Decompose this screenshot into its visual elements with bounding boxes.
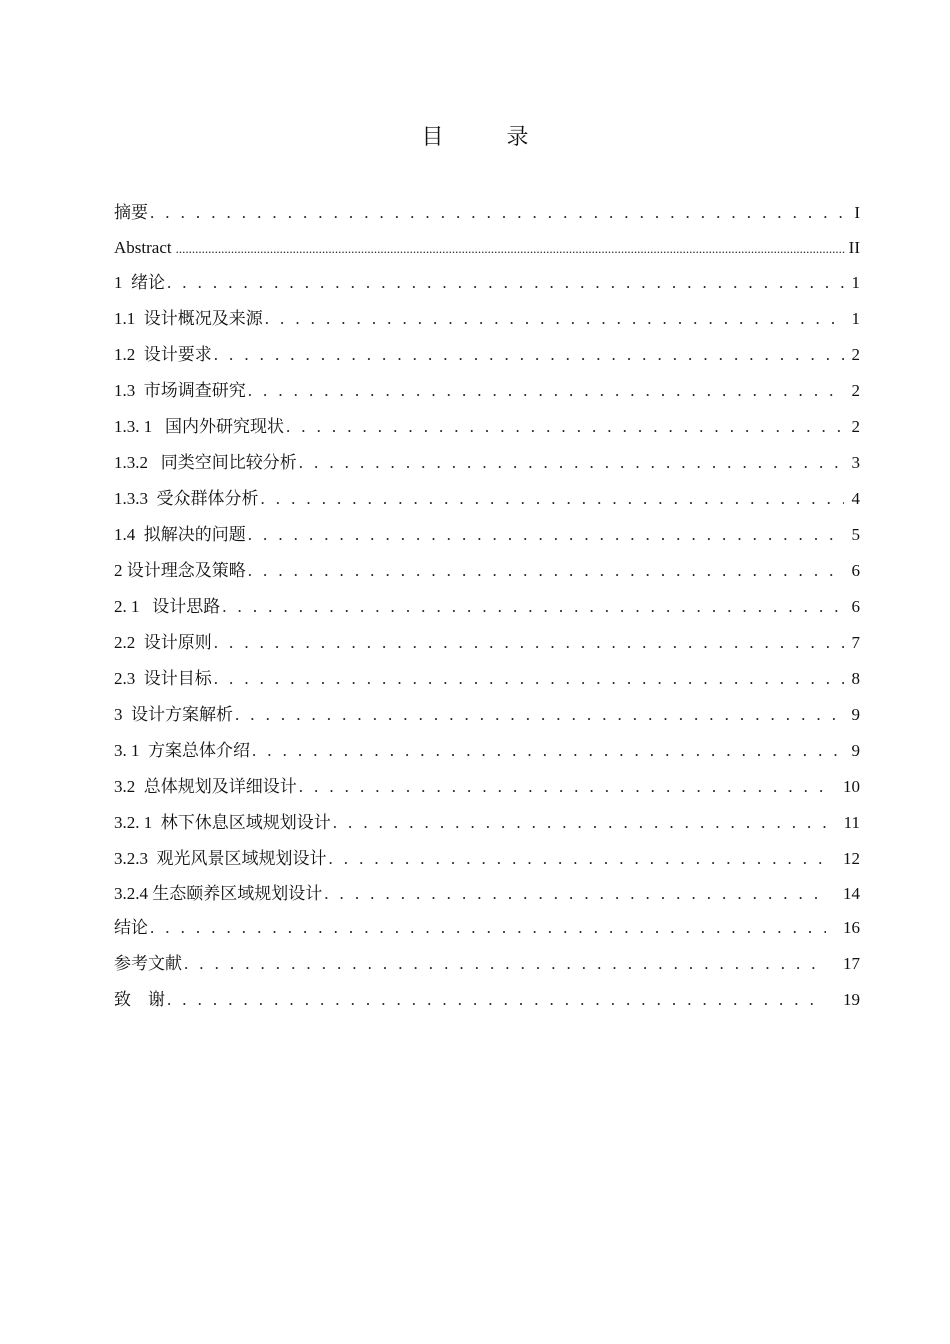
toc-entry-label: 1.4 拟解决的问题 xyxy=(114,525,246,544)
toc-entry[interactable] xyxy=(114,409,860,445)
toc-entry-page: 2 xyxy=(851,417,860,436)
toc-entry[interactable] xyxy=(114,481,860,517)
toc-entry-label: 3.2.3 观光风景区域规划设计 xyxy=(114,849,327,868)
toc-entry-label: 1.3.2 同类空间比较分析 xyxy=(114,453,297,472)
table-of-contents xyxy=(114,195,860,1018)
toc-entry-page: 4 xyxy=(851,489,860,508)
toc-entry-page: 2 xyxy=(851,381,860,400)
toc-entry[interactable] xyxy=(114,877,860,910)
toc-entry-label: 1.3 市场调查研究 xyxy=(114,381,246,400)
toc-entry[interactable] xyxy=(114,517,860,553)
toc-entry[interactable] xyxy=(114,625,860,661)
toc-entry-page: 1 xyxy=(851,273,860,292)
toc-dot-leader xyxy=(214,661,844,697)
toc-entry-page: 17 xyxy=(843,954,860,973)
toc-entry-page: 7 xyxy=(851,633,860,652)
toc-dot-leader xyxy=(214,337,844,373)
toc-dot-leader xyxy=(261,481,845,517)
toc-dot-leader xyxy=(299,769,826,805)
toc-entry-label: 摘要 xyxy=(114,203,148,222)
toc-entry[interactable] xyxy=(114,910,860,946)
toc-entry-label: 2. 1 设计思路 xyxy=(114,597,221,616)
toc-entry-label: 3. 1 方案总体介绍 xyxy=(114,741,250,760)
toc-entry-label: 致 谢 xyxy=(114,990,165,1009)
toc-entry-label: Abstract xyxy=(114,238,172,257)
toc-entry-page: 19 xyxy=(843,990,860,1009)
toc-entry-label: 1.1 设计概况及来源 xyxy=(114,309,263,328)
toc-entry-page: 6 xyxy=(851,597,860,616)
toc-entry-page: 1 xyxy=(851,309,860,328)
toc-entry[interactable] xyxy=(114,445,860,481)
toc-entry[interactable] xyxy=(114,697,860,733)
toc-entry[interactable] xyxy=(114,805,860,841)
toc-entry-label: 3.2. 1 林下休息区域规划设计 xyxy=(114,813,331,832)
toc-dot-leader xyxy=(167,265,844,301)
toc-entry-page: 3 xyxy=(851,453,860,472)
toc-entry[interactable] xyxy=(114,301,860,337)
toc-entry-page: 16 xyxy=(843,918,860,937)
toc-entry-label: 2.3 设计目标 xyxy=(114,669,212,688)
toc-entry-label: 3 设计方案解析 xyxy=(114,705,233,724)
toc-dot-leader xyxy=(150,195,844,231)
toc-entry[interactable] xyxy=(114,265,860,301)
toc-entry[interactable] xyxy=(114,373,860,409)
toc-entry[interactable] xyxy=(114,589,860,625)
toc-entry-page: 5 xyxy=(851,525,860,544)
toc-entry-label: 3.2 总体规划及详细设计 xyxy=(114,777,297,796)
toc-dot-leader xyxy=(167,982,826,1018)
toc-entry[interactable] xyxy=(114,733,860,769)
toc-entry[interactable] xyxy=(114,337,860,373)
toc-dot-leader xyxy=(150,910,826,946)
toc-entry[interactable] xyxy=(114,231,860,265)
toc-entry-page: II xyxy=(848,238,860,257)
toc-entry-label: 2.2 设计原则 xyxy=(114,633,212,652)
toc-entry-page: 10 xyxy=(843,777,860,796)
toc-entry-page: 12 xyxy=(843,849,860,868)
toc-entry-label: 2 设计理念及策略 xyxy=(114,561,246,580)
toc-entry-label: 参考文献 xyxy=(114,954,182,973)
toc-dot-leader xyxy=(176,232,846,266)
toc-entry-page: 14 xyxy=(843,884,860,903)
toc-dot-leader xyxy=(333,805,826,841)
toc-dot-leader xyxy=(299,445,844,481)
toc-entry-label: 1.2 设计要求 xyxy=(114,345,212,364)
toc-dot-leader xyxy=(329,841,827,877)
toc-entry[interactable] xyxy=(114,841,860,877)
toc-entry[interactable] xyxy=(114,769,860,805)
toc-entry-label: 1 绪论 xyxy=(114,273,165,292)
toc-entry-page: 6 xyxy=(851,561,860,580)
toc-entry-label: 结论 xyxy=(114,918,148,937)
toc-entry[interactable] xyxy=(114,661,860,697)
toc-entry-label: 1.3. 1 国内外研究现状 xyxy=(114,417,284,436)
toc-title: 目 录 xyxy=(421,125,557,150)
toc-entry-label: 3.2.4 生态颐养区域规划设计 xyxy=(114,884,323,903)
toc-dot-leader xyxy=(286,409,844,445)
toc-dot-leader xyxy=(324,877,826,910)
toc-entry-page: 11 xyxy=(843,813,860,832)
toc-entry-page: I xyxy=(854,203,860,222)
toc-dot-leader xyxy=(248,553,844,589)
toc-entry-page: 2 xyxy=(851,345,860,364)
toc-dot-leader xyxy=(214,625,844,661)
toc-entry-page: 9 xyxy=(851,705,860,724)
toc-dot-leader xyxy=(248,373,844,409)
toc-dot-leader xyxy=(235,697,844,733)
toc-entry[interactable] xyxy=(114,553,860,589)
toc-entry[interactable] xyxy=(114,946,860,982)
toc-entry-page: 9 xyxy=(851,741,860,760)
toc-entry-label: 1.3.3 受众群体分析 xyxy=(114,489,259,508)
toc-dot-leader xyxy=(248,517,844,553)
toc-dot-leader xyxy=(222,589,844,625)
toc-entry-page: 8 xyxy=(851,669,860,688)
toc-dot-leader xyxy=(265,301,844,337)
toc-dot-leader xyxy=(184,946,826,982)
toc-entry[interactable] xyxy=(114,982,860,1018)
toc-entry[interactable] xyxy=(114,195,860,231)
toc-dot-leader xyxy=(252,733,844,769)
